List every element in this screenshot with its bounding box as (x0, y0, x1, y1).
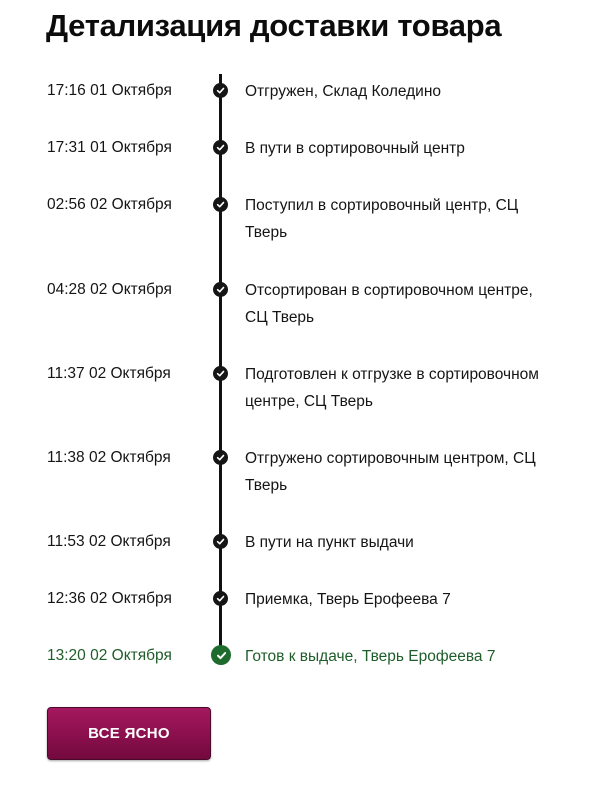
event-description: Готов к выдаче, Тверь Ерофеева 7 (245, 648, 496, 665)
event-description: Отгружено сортировочным центром, СЦ Тверь (245, 450, 536, 494)
event-time: 04:28 02 Октября (47, 281, 172, 298)
event-description: Приемка, Тверь Ерофеева 7 (245, 591, 451, 608)
check-circle-icon (213, 534, 228, 549)
event-time: 17:16 01 Октября (47, 82, 172, 99)
event-description: В пути в сортировочный центр (245, 140, 465, 157)
check-circle-icon (213, 140, 228, 155)
delivery-timeline (0, 72, 590, 672)
event-time: 11:53 02 Октября (47, 533, 171, 550)
check-circle-icon (211, 645, 231, 665)
event-description: Поступил в сортировочный центр, СЦ Тверь (245, 197, 519, 241)
event-description: В пути на пункт выдачи (245, 534, 414, 551)
check-circle-icon (213, 282, 228, 297)
event-time: 12:36 02 Октября (47, 590, 172, 607)
check-circle-icon (213, 450, 228, 465)
event-description: Отсортирован в сортировочном центре, СЦ Тверь (245, 282, 533, 326)
check-circle-icon (213, 591, 228, 606)
event-description: Отгружен, Склад Коледино (245, 83, 442, 100)
event-time: 13:20 02 Октября (47, 647, 172, 664)
check-circle-icon (213, 83, 228, 98)
event-description: Подготовлен к отгрузке в сортировочном центре, СЦ Тверь (245, 366, 539, 410)
event-time: 11:38 02 Октября (47, 449, 171, 466)
event-time: 11:37 02 Октября (47, 365, 171, 382)
event-time: 02:56 02 Октября (47, 196, 172, 213)
all-clear-button[interactable]: ВСЕ ЯСНО (47, 707, 211, 760)
check-circle-icon (213, 197, 228, 212)
event-time: 17:31 01 Октября (47, 139, 172, 156)
check-circle-icon (213, 366, 228, 381)
page-title: Детализация доставки товара (46, 8, 502, 43)
